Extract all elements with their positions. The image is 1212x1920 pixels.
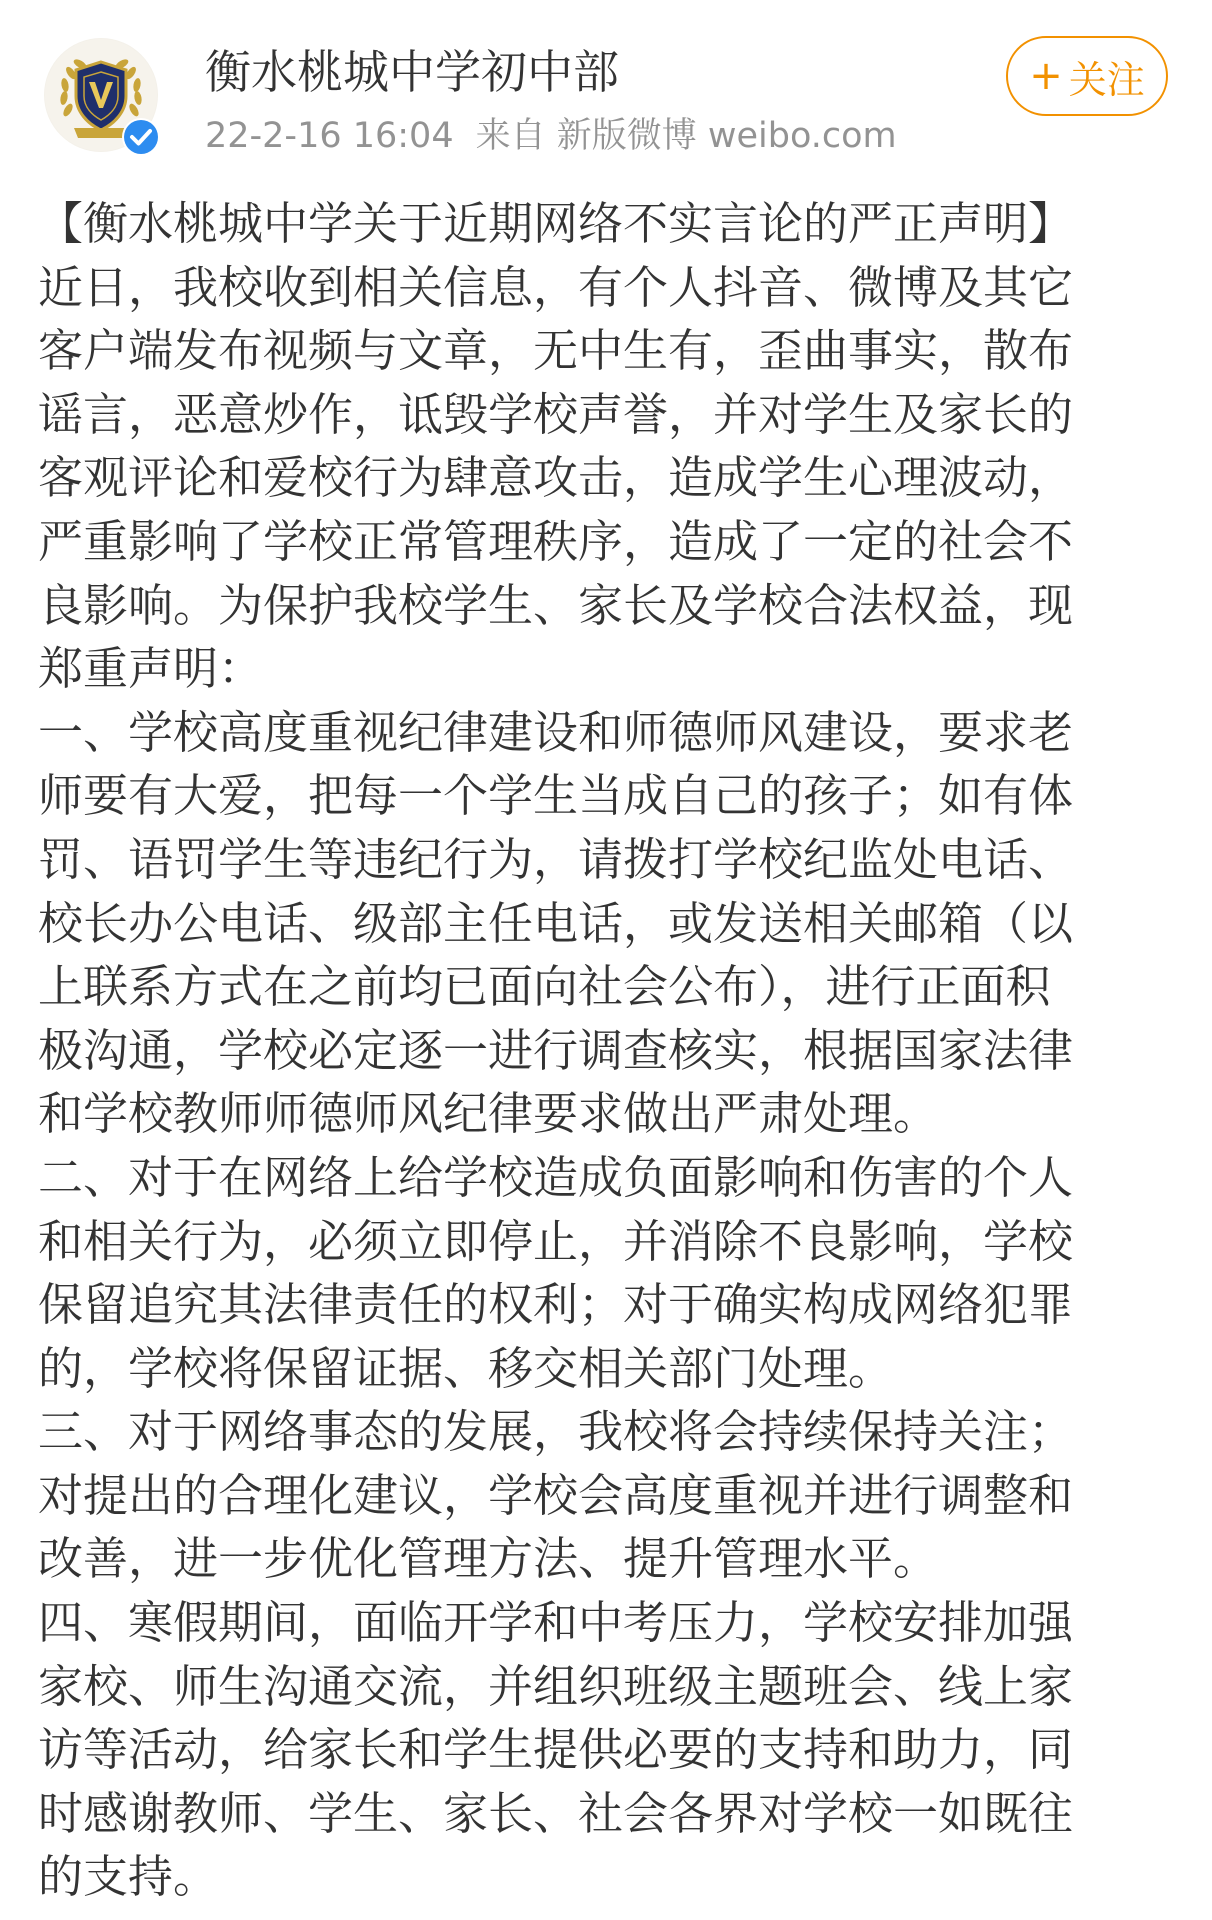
post-text-line: 对提出的合理化建议，学校会高度重视并进行调整和: [38, 1468, 1074, 1522]
post-text-line: 四、寒假期间，面临开学和中考压力，学校安排加强: [38, 1596, 1074, 1650]
post-text-line: 一、学校高度重视纪律建设和师德师风建设，要求老: [38, 705, 1074, 759]
author-name[interactable]: 衡水桃城中学初中部: [205, 45, 619, 99]
post-text-line: 上联系方式在之前均已面向社会公布），进行正面积: [38, 960, 1051, 1014]
post-text-line: 客观评论和爱校行为肆意攻击，造成学生心理波动，: [38, 451, 1074, 505]
post-header: [0, 0, 1212, 175]
post-title: 【衡水桃城中学关于近期网络不实言论的严正声明】: [38, 197, 1074, 250]
post-text-line: 家校、师生沟通交流，并组织班级主题班会、线上家: [38, 1659, 1074, 1713]
post-text-line: 郑重声明：: [38, 642, 264, 696]
post-text-line: 二、对于在网络上给学校造成负面影响和伤害的个人: [38, 1150, 1074, 1204]
post-text-line: 改善，进一步优化管理方法、提升管理水平。: [38, 1532, 939, 1586]
verified-badge-icon: [122, 118, 160, 156]
post-text-line: 的支持。: [38, 1850, 219, 1904]
post-text-line: 师要有大爱，把每一个学生当成自己的孩子；如有体: [38, 769, 1074, 823]
post-body: [38, 192, 1178, 1909]
post-text-line: 极沟通，学校必定逐一进行调查核实，根据国家法律: [38, 1023, 1074, 1077]
post-text-line: 校长办公电话、级部主任电话，或发送相关邮箱（以: [38, 896, 1074, 950]
plus-icon: +: [1029, 53, 1063, 99]
post-text-line: 和学校教师师德师风纪律要求做出严肃处理。: [38, 1087, 939, 1141]
post-text-line: 访等活动，给家长和学生提供必要的支持和助力，同: [38, 1723, 1074, 1777]
post-text-line: 三、对于网络事态的发展，我校将会持续保持关注；: [38, 1405, 1074, 1459]
post-text-line: 时感谢教师、学生、家长、社会各界对学校一如既往: [38, 1786, 1074, 1840]
verified-badge: [122, 118, 160, 156]
follow-button[interactable]: [1006, 36, 1168, 116]
post-meta: [205, 112, 919, 160]
post-text-line: 客户端发布视频与文章，无中生有，歪曲事实，散布: [38, 324, 1074, 378]
post-text-line: 和相关行为，必须立即停止，并消除不良影响，学校: [38, 1214, 1074, 1268]
post-text-line: 良影响。为保护我校学生、家长及学校合法权益，现: [38, 578, 1074, 632]
post-text-line: 严重影响了学校正常管理秩序，造成了一定的社会不: [38, 514, 1074, 568]
post-source[interactable]: 来自 新版微博 weibo.com: [475, 116, 897, 156]
post-text-line: 罚、语罚学生等违纪行为，请拨打学校纪监处电话、: [38, 832, 1074, 886]
post-timestamp: 22-2-16 16:04: [205, 116, 454, 156]
post-text-line: 的，学校将保留证据、移交相关部门处理。: [38, 1341, 894, 1395]
post-text-line: 保留追究其法律责任的权利；对于确实构成网络犯罪: [38, 1278, 1074, 1332]
follow-label: 关注: [1068, 57, 1145, 102]
post-text-line: 近日，我校收到相关信息，有个人抖音、微博及其它: [38, 260, 1074, 314]
post-text-line: 谣言，恶意炒作，诋毁学校声誉，并对学生及家长的: [38, 387, 1074, 441]
